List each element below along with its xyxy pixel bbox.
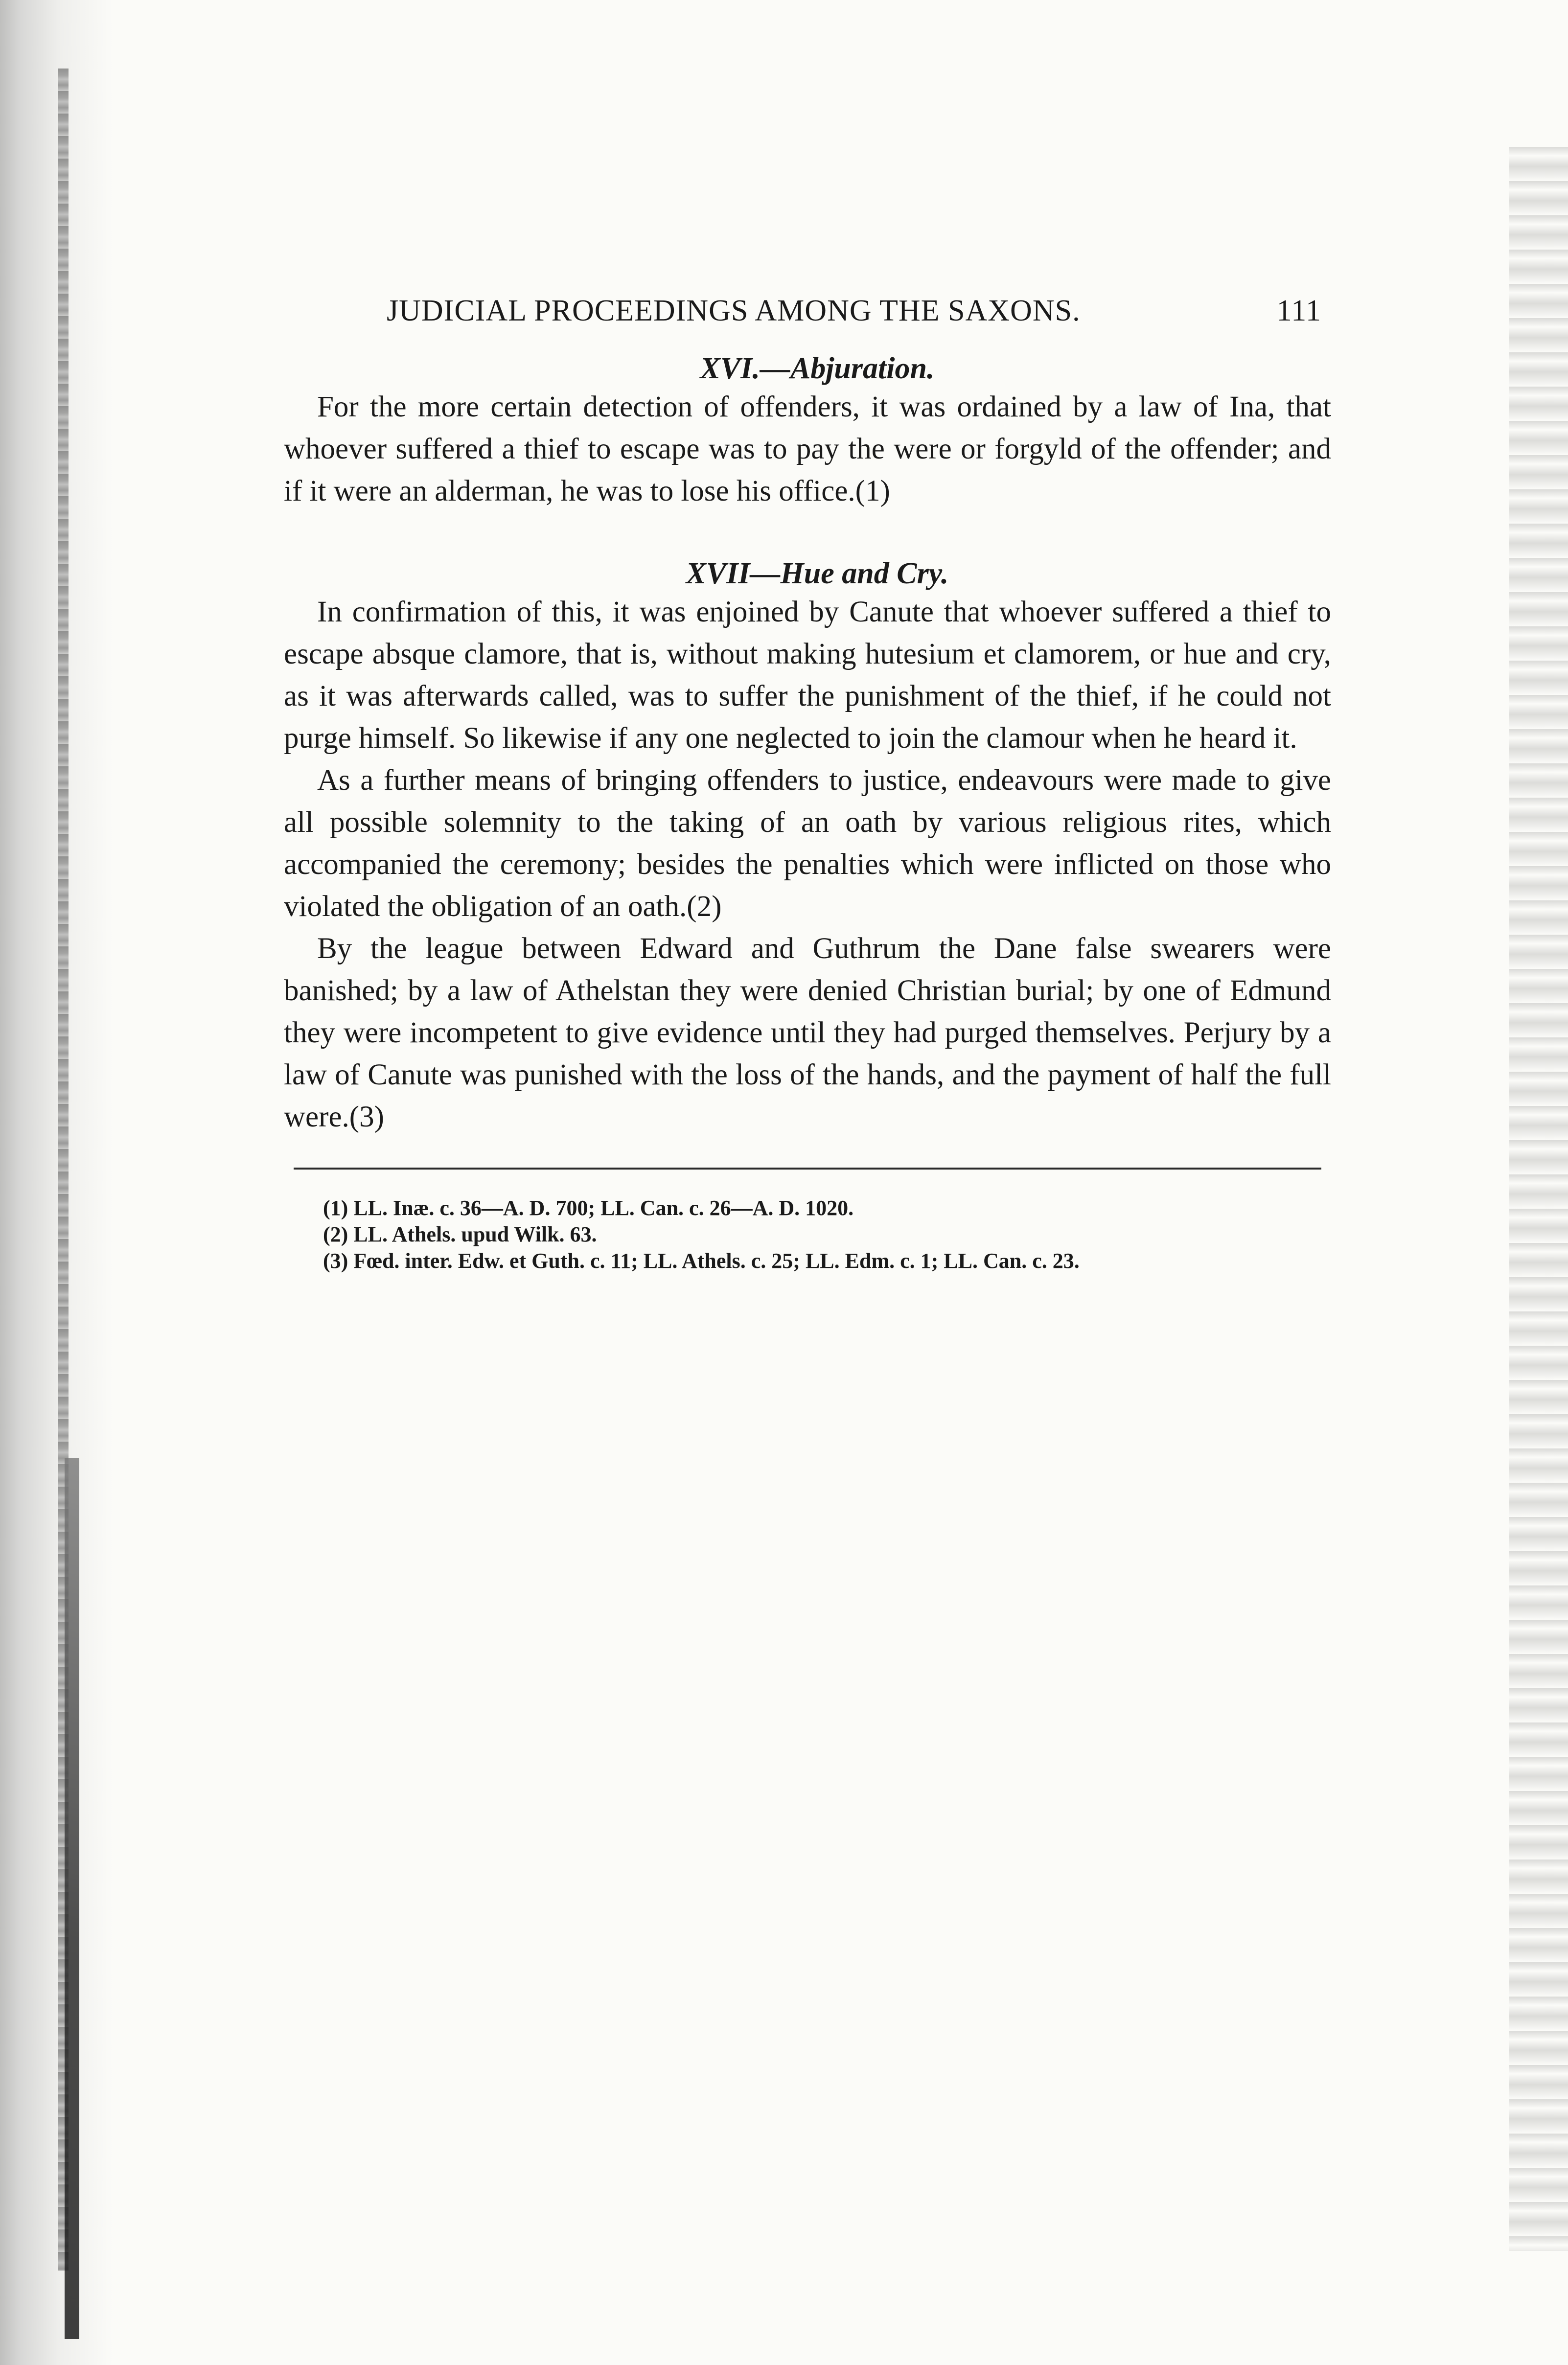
footnote-1: (1) LL. Inæ. c. 36—A. D. 700; LL. Can. c. 26—A. D. 1020. [323, 1196, 854, 1220]
running-head-title: JUDICIAL PROCEEDINGS AMONG THE SAXONS. [387, 294, 1081, 327]
page-number: 111 [1276, 294, 1321, 327]
footnotes [323, 1195, 1331, 1274]
running-head [284, 294, 1331, 333]
footnote-2: (2) LL. Athels. upud Wilk. 63. [323, 1222, 597, 1246]
paragraph-hue-and-cry-3: By the league between Edward and Guthrum the Dane false swearers were banished; by a law of Athelstan they were denied Christian burial; by one of Edmund they were incompetent to give evidence until they had purged themselves. Perjury by a law of Canute was punished with the loss of the hands, and the payment of half the full were.(3) [284, 932, 1331, 1133]
paragraph-abjuration: For the more certain detection of offenders, it was ordained by a law of Ina, that whoever suffered a thief to escape was to pay the were or forgyld of the offender; and if it were an alderman, he was to lose his office.(1) [284, 390, 1331, 507]
scan-gutter-shadow [0, 0, 113, 2365]
paragraph-hue-and-cry-2: As a further means of bringing offenders to justice, endeavours were made to give all possible solemnity to the taking of an oath by various religious rites, which accompanied the ceremony; besides the penalties which were inflicted on those who violated the obligation of an oath.(2) [284, 764, 1331, 923]
section-heading-hue-and-cry: XVII—Hue and Cry. [686, 557, 949, 590]
footnote-3: (3) Fœd. inter. Edw. et Guth. c. 11; LL. Athels. c. 25; LL. Edm. c. 1; LL. Can. c. 23. [323, 1249, 1080, 1273]
footnote-rule [294, 1168, 1321, 1170]
section-heading-abjuration: XVI.—Abjuration. [700, 352, 935, 385]
book-page [284, 294, 1331, 1274]
paragraph-hue-and-cry-1: In confirmation of this, it was enjoined by Canute that whoever suffered a thief to escape absque clamore, that is, without making hutesium et clamorem, or hue and cry, as it was afterwards called, was to suffer the punishment of the thief, if he could not purge himself. So likewise if any one neglected to join the clamour when he heard it. [284, 596, 1331, 755]
scan-right-edge-speckle [1509, 147, 1568, 2251]
scan-binding-edge-dark [65, 1458, 79, 2339]
